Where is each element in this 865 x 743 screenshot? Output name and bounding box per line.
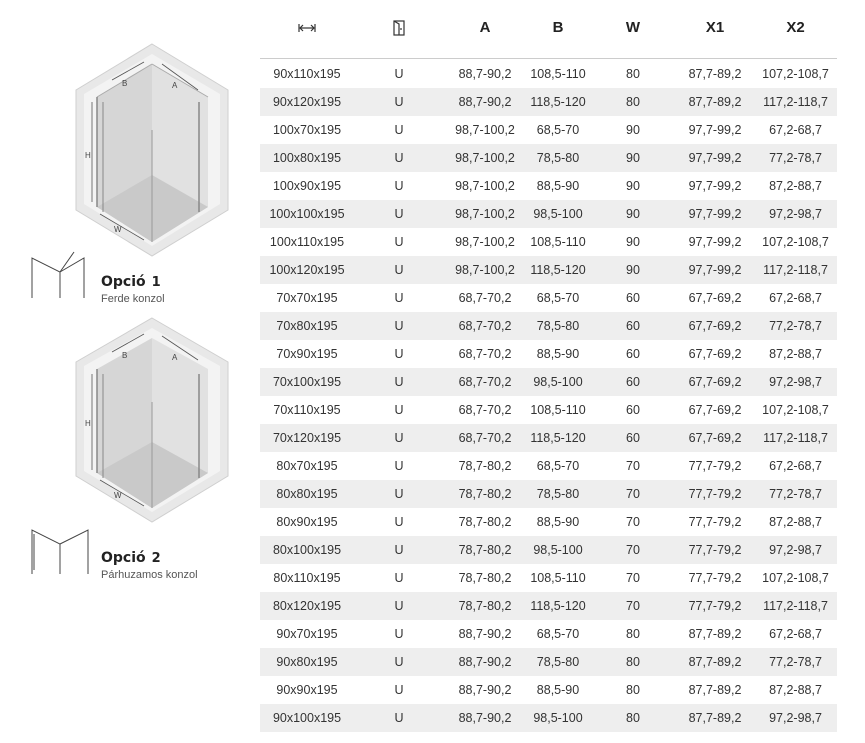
cell-x2: 67,2-68,7: [769, 123, 822, 137]
cell-b: 78,5-80: [536, 655, 580, 669]
cell-x2: 77,2-78,7: [769, 487, 822, 501]
cell-size: 70x110x195: [273, 403, 341, 417]
cell-a: 78,7-80,2: [458, 459, 512, 473]
door-icon: [393, 20, 405, 36]
cell-b: 78,5-80: [536, 319, 580, 333]
table-header: [260, 8, 837, 58]
cell-w: 60: [626, 375, 640, 389]
cell-type: U: [394, 123, 404, 137]
table-row: [260, 424, 837, 452]
cell-size: 80x90x195: [276, 515, 338, 529]
cell-a: 68,7-70,2: [458, 319, 512, 333]
option-1-subtitle: Ferde konzol: [101, 293, 165, 305]
cell-size: 70x70x195: [276, 291, 338, 305]
cell-w: 70: [626, 599, 640, 613]
cell-b: 98,5-100: [533, 207, 583, 221]
slanted-bracket-icon: [30, 250, 90, 300]
col-x2-header: X2: [786, 19, 805, 36]
cell-w: 60: [626, 403, 640, 417]
cell-a: 78,7-80,2: [458, 599, 512, 613]
cell-w: 80: [626, 95, 640, 109]
cell-w: 60: [626, 431, 640, 445]
cell-x1: 87,7-89,2: [688, 67, 742, 81]
cell-b: 78,5-80: [536, 487, 580, 501]
cell-b: 98,5-100: [533, 375, 583, 389]
cell-x2: 97,2-98,7: [769, 375, 822, 389]
cell-x1: 77,7-79,2: [688, 459, 742, 473]
cell-x1: 77,7-79,2: [688, 543, 742, 557]
cell-size: 80x70x195: [276, 459, 338, 473]
option-2-title: [101, 550, 161, 566]
cell-type: U: [394, 263, 404, 277]
cell-x2: 87,2-88,7: [769, 179, 822, 193]
cell-w: 60: [626, 347, 640, 361]
cell-type: U: [394, 347, 404, 361]
cell-b: 118,5-120: [530, 95, 586, 109]
cell-size: 90x100x195: [272, 711, 342, 725]
label-h: H: [85, 419, 91, 428]
cell-x1: 97,7-99,2: [688, 263, 742, 277]
header-divider: [260, 58, 837, 59]
cell-b: 108,5-110: [530, 67, 586, 81]
cell-a: 78,7-80,2: [458, 571, 512, 585]
cell-size: 80x120x195: [272, 599, 342, 613]
cell-a: 68,7-70,2: [458, 291, 512, 305]
cell-type: U: [394, 711, 404, 725]
cell-size: 100x110x195: [269, 235, 345, 249]
cell-size: 70x80x195: [276, 319, 338, 333]
cell-x2: 107,2-108,7: [762, 67, 829, 81]
cell-w: 60: [626, 291, 640, 305]
cell-x1: 77,7-79,2: [688, 599, 742, 613]
cell-w: 80: [626, 655, 640, 669]
cell-x1: 77,7-79,2: [688, 487, 742, 501]
label-w: W: [114, 491, 122, 500]
type-column-header: [354, 8, 444, 48]
cell-x2: 77,2-78,7: [769, 319, 822, 333]
cell-b: 88,5-90: [536, 347, 580, 361]
cell-b: 108,5-110: [530, 403, 586, 417]
cell-type: U: [394, 95, 404, 109]
cell-w: 90: [626, 207, 640, 221]
cell-b: 68,5-70: [536, 291, 580, 305]
cell-w: 90: [626, 263, 640, 277]
cell-type: U: [394, 207, 404, 221]
col-x1-header: X1: [705, 19, 725, 36]
cell-b: 68,5-70: [536, 123, 580, 137]
table-row: [260, 60, 837, 88]
cell-type: U: [394, 151, 404, 165]
cell-size: 70x120x195: [272, 431, 342, 445]
cell-size: 90x110x195: [273, 67, 341, 81]
cell-x2: 107,2-108,7: [762, 571, 829, 585]
cell-type: U: [394, 319, 404, 333]
option-number: 2: [151, 551, 161, 566]
table-row: [260, 704, 837, 732]
cell-x1: 97,7-99,2: [688, 207, 742, 221]
cell-x2: 107,2-108,7: [762, 235, 829, 249]
cell-w: 60: [626, 319, 640, 333]
cell-a: 98,7-100,2: [455, 179, 515, 193]
cell-w: 90: [626, 235, 640, 249]
dimensions-table: [260, 60, 837, 732]
cell-x1: 97,7-99,2: [688, 179, 742, 193]
cell-a: 98,7-100,2: [455, 123, 515, 137]
shower-enclosure-illustration-2: [72, 316, 232, 536]
cell-type: U: [394, 431, 404, 445]
table-row: [260, 396, 837, 424]
cell-x2: 77,2-78,7: [769, 151, 822, 165]
cell-w: 80: [626, 627, 640, 641]
width-arrows-icon: [298, 23, 316, 33]
cell-x1: 67,7-69,2: [688, 375, 742, 389]
cell-type: U: [394, 571, 404, 585]
cell-a: 68,7-70,2: [458, 375, 512, 389]
label-w: W: [114, 225, 122, 234]
cell-x2: 67,2-68,7: [769, 459, 822, 473]
option-1-title: [101, 274, 161, 290]
cell-w: 80: [626, 711, 640, 725]
table-row: [260, 452, 837, 480]
table-row: [260, 620, 837, 648]
table-row: [260, 564, 837, 592]
cell-b: 68,5-70: [536, 627, 580, 641]
cell-size: 90x80x195: [276, 655, 338, 669]
parallel-bracket-icon: [30, 526, 94, 576]
cell-x1: 67,7-69,2: [688, 431, 742, 445]
option-2-subtitle: Párhuzamos konzol: [101, 569, 198, 581]
cell-x1: 67,7-69,2: [688, 347, 742, 361]
cell-x1: 67,7-69,2: [688, 291, 742, 305]
cell-a: 78,7-80,2: [458, 487, 512, 501]
cell-w: 90: [626, 123, 640, 137]
option-number: 1: [151, 275, 161, 290]
cell-b: 78,5-80: [536, 151, 580, 165]
cell-size: 80x80x195: [276, 487, 338, 501]
cell-x2: 67,2-68,7: [769, 627, 822, 641]
cell-x2: 117,2-118,7: [763, 95, 828, 109]
cell-w: 90: [626, 151, 640, 165]
cell-x1: 97,7-99,2: [688, 151, 742, 165]
table-row: [260, 648, 837, 676]
table-row: [260, 284, 837, 312]
cell-a: 88,7-90,2: [458, 95, 512, 109]
table-row: [260, 312, 837, 340]
cell-x1: 77,7-79,2: [688, 571, 742, 585]
cell-type: U: [394, 291, 404, 305]
cell-x1: 77,7-79,2: [688, 515, 742, 529]
table-row: [260, 256, 837, 284]
cell-b: 98,5-100: [533, 543, 583, 557]
cell-a: 98,7-100,2: [455, 263, 515, 277]
cell-a: 98,7-100,2: [455, 207, 515, 221]
cell-a: 88,7-90,2: [458, 655, 512, 669]
cell-x2: 87,2-88,7: [769, 347, 822, 361]
table-row: [260, 200, 837, 228]
option-1-panel: [0, 0, 255, 310]
cell-x2: 97,2-98,7: [769, 543, 822, 557]
cell-x1: 87,7-89,2: [688, 711, 742, 725]
cell-type: U: [394, 375, 404, 389]
label-a: A: [172, 353, 178, 362]
cell-a: 88,7-90,2: [458, 67, 512, 81]
shower-enclosure-illustration-1: [72, 42, 232, 272]
cell-a: 88,7-90,2: [458, 711, 512, 725]
cell-w: 70: [626, 571, 640, 585]
cell-a: 78,7-80,2: [458, 515, 512, 529]
cell-type: U: [394, 403, 404, 417]
label-h: H: [85, 151, 91, 160]
cell-x2: 117,2-118,7: [763, 431, 828, 445]
cell-x2: 87,2-88,7: [769, 683, 822, 697]
cell-b: 88,5-90: [536, 683, 580, 697]
cell-x2: 87,2-88,7: [769, 515, 822, 529]
cell-a: 88,7-90,2: [458, 627, 512, 641]
option-title-text: Opció: [101, 550, 146, 566]
cell-x2: 107,2-108,7: [762, 403, 829, 417]
table-row: [260, 368, 837, 396]
cell-a: 88,7-90,2: [458, 683, 512, 697]
cell-type: U: [394, 515, 404, 529]
cell-a: 98,7-100,2: [455, 235, 515, 249]
cell-b: 108,5-110: [530, 235, 586, 249]
cell-type: U: [394, 487, 404, 501]
col-b-header: B: [552, 19, 564, 36]
table-row: [260, 88, 837, 116]
cell-size: 80x100x195: [272, 543, 342, 557]
cell-x1: 67,7-69,2: [688, 319, 742, 333]
cell-size: 100x80x195: [272, 151, 342, 165]
label-b: B: [122, 351, 128, 360]
cell-type: U: [394, 655, 404, 669]
cell-w: 70: [626, 487, 640, 501]
option-title-text: Opció: [101, 274, 146, 290]
cell-size: 80x110x195: [273, 571, 341, 585]
cell-size: 70x100x195: [272, 375, 342, 389]
cell-b: 88,5-90: [536, 515, 580, 529]
cell-x2: 77,2-78,7: [769, 655, 822, 669]
table-row: [260, 480, 837, 508]
cell-x2: 97,2-98,7: [769, 207, 822, 221]
cell-type: U: [394, 599, 404, 613]
cell-w: 80: [626, 67, 640, 81]
cell-w: 90: [626, 179, 640, 193]
cell-type: U: [394, 459, 404, 473]
size-column-header: [260, 8, 354, 48]
cell-a: 68,7-70,2: [458, 403, 512, 417]
table-row: [260, 228, 837, 256]
cell-type: U: [394, 683, 404, 697]
cell-type: U: [394, 179, 404, 193]
option-2-panel: [0, 310, 255, 600]
table-row: [260, 144, 837, 172]
cell-type: U: [394, 235, 404, 249]
cell-w: 70: [626, 515, 640, 529]
table-row: [260, 116, 837, 144]
cell-b: 118,5-120: [530, 599, 586, 613]
cell-b: 68,5-70: [536, 459, 580, 473]
cell-x1: 87,7-89,2: [688, 95, 742, 109]
cell-b: 108,5-110: [530, 571, 586, 585]
cell-x1: 97,7-99,2: [688, 123, 742, 137]
cell-x1: 87,7-89,2: [688, 683, 742, 697]
cell-x2: 117,2-118,7: [763, 599, 828, 613]
cell-size: 100x100x195: [269, 207, 345, 221]
cell-size: 100x120x195: [269, 263, 345, 277]
cell-size: 100x90x195: [272, 179, 342, 193]
cell-size: 100x70x195: [272, 123, 342, 137]
cell-x1: 97,7-99,2: [688, 235, 742, 249]
cell-size: 90x70x195: [276, 627, 338, 641]
cell-a: 68,7-70,2: [458, 431, 512, 445]
table-row: [260, 172, 837, 200]
cell-a: 98,7-100,2: [455, 151, 515, 165]
label-b: B: [122, 79, 128, 88]
cell-b: 118,5-120: [530, 263, 586, 277]
table-row: [260, 508, 837, 536]
table-row: [260, 676, 837, 704]
cell-type: U: [394, 67, 404, 81]
cell-w: 70: [626, 543, 640, 557]
col-w-header: W: [625, 19, 641, 36]
cell-type: U: [394, 543, 404, 557]
cell-x2: 97,2-98,7: [769, 711, 822, 725]
table-row: [260, 340, 837, 368]
cell-size: 90x120x195: [272, 95, 342, 109]
cell-b: 88,5-90: [536, 179, 580, 193]
cell-x1: 87,7-89,2: [688, 627, 742, 641]
table-row: [260, 536, 837, 564]
cell-w: 70: [626, 459, 640, 473]
cell-w: 80: [626, 683, 640, 697]
cell-a: 78,7-80,2: [458, 543, 512, 557]
cell-type: U: [394, 627, 404, 641]
cell-size: 90x90x195: [276, 683, 338, 697]
cell-b: 98,5-100: [533, 711, 583, 725]
cell-x1: 87,7-89,2: [688, 655, 742, 669]
cell-x1: 67,7-69,2: [688, 403, 742, 417]
cell-a: 68,7-70,2: [458, 347, 512, 361]
col-a-header: A: [479, 19, 491, 36]
cell-x2: 67,2-68,7: [769, 291, 822, 305]
cell-x2: 117,2-118,7: [763, 263, 828, 277]
label-a: A: [172, 81, 178, 90]
table-row: [260, 592, 837, 620]
cell-b: 118,5-120: [530, 431, 586, 445]
cell-size: 70x90x195: [276, 347, 338, 361]
